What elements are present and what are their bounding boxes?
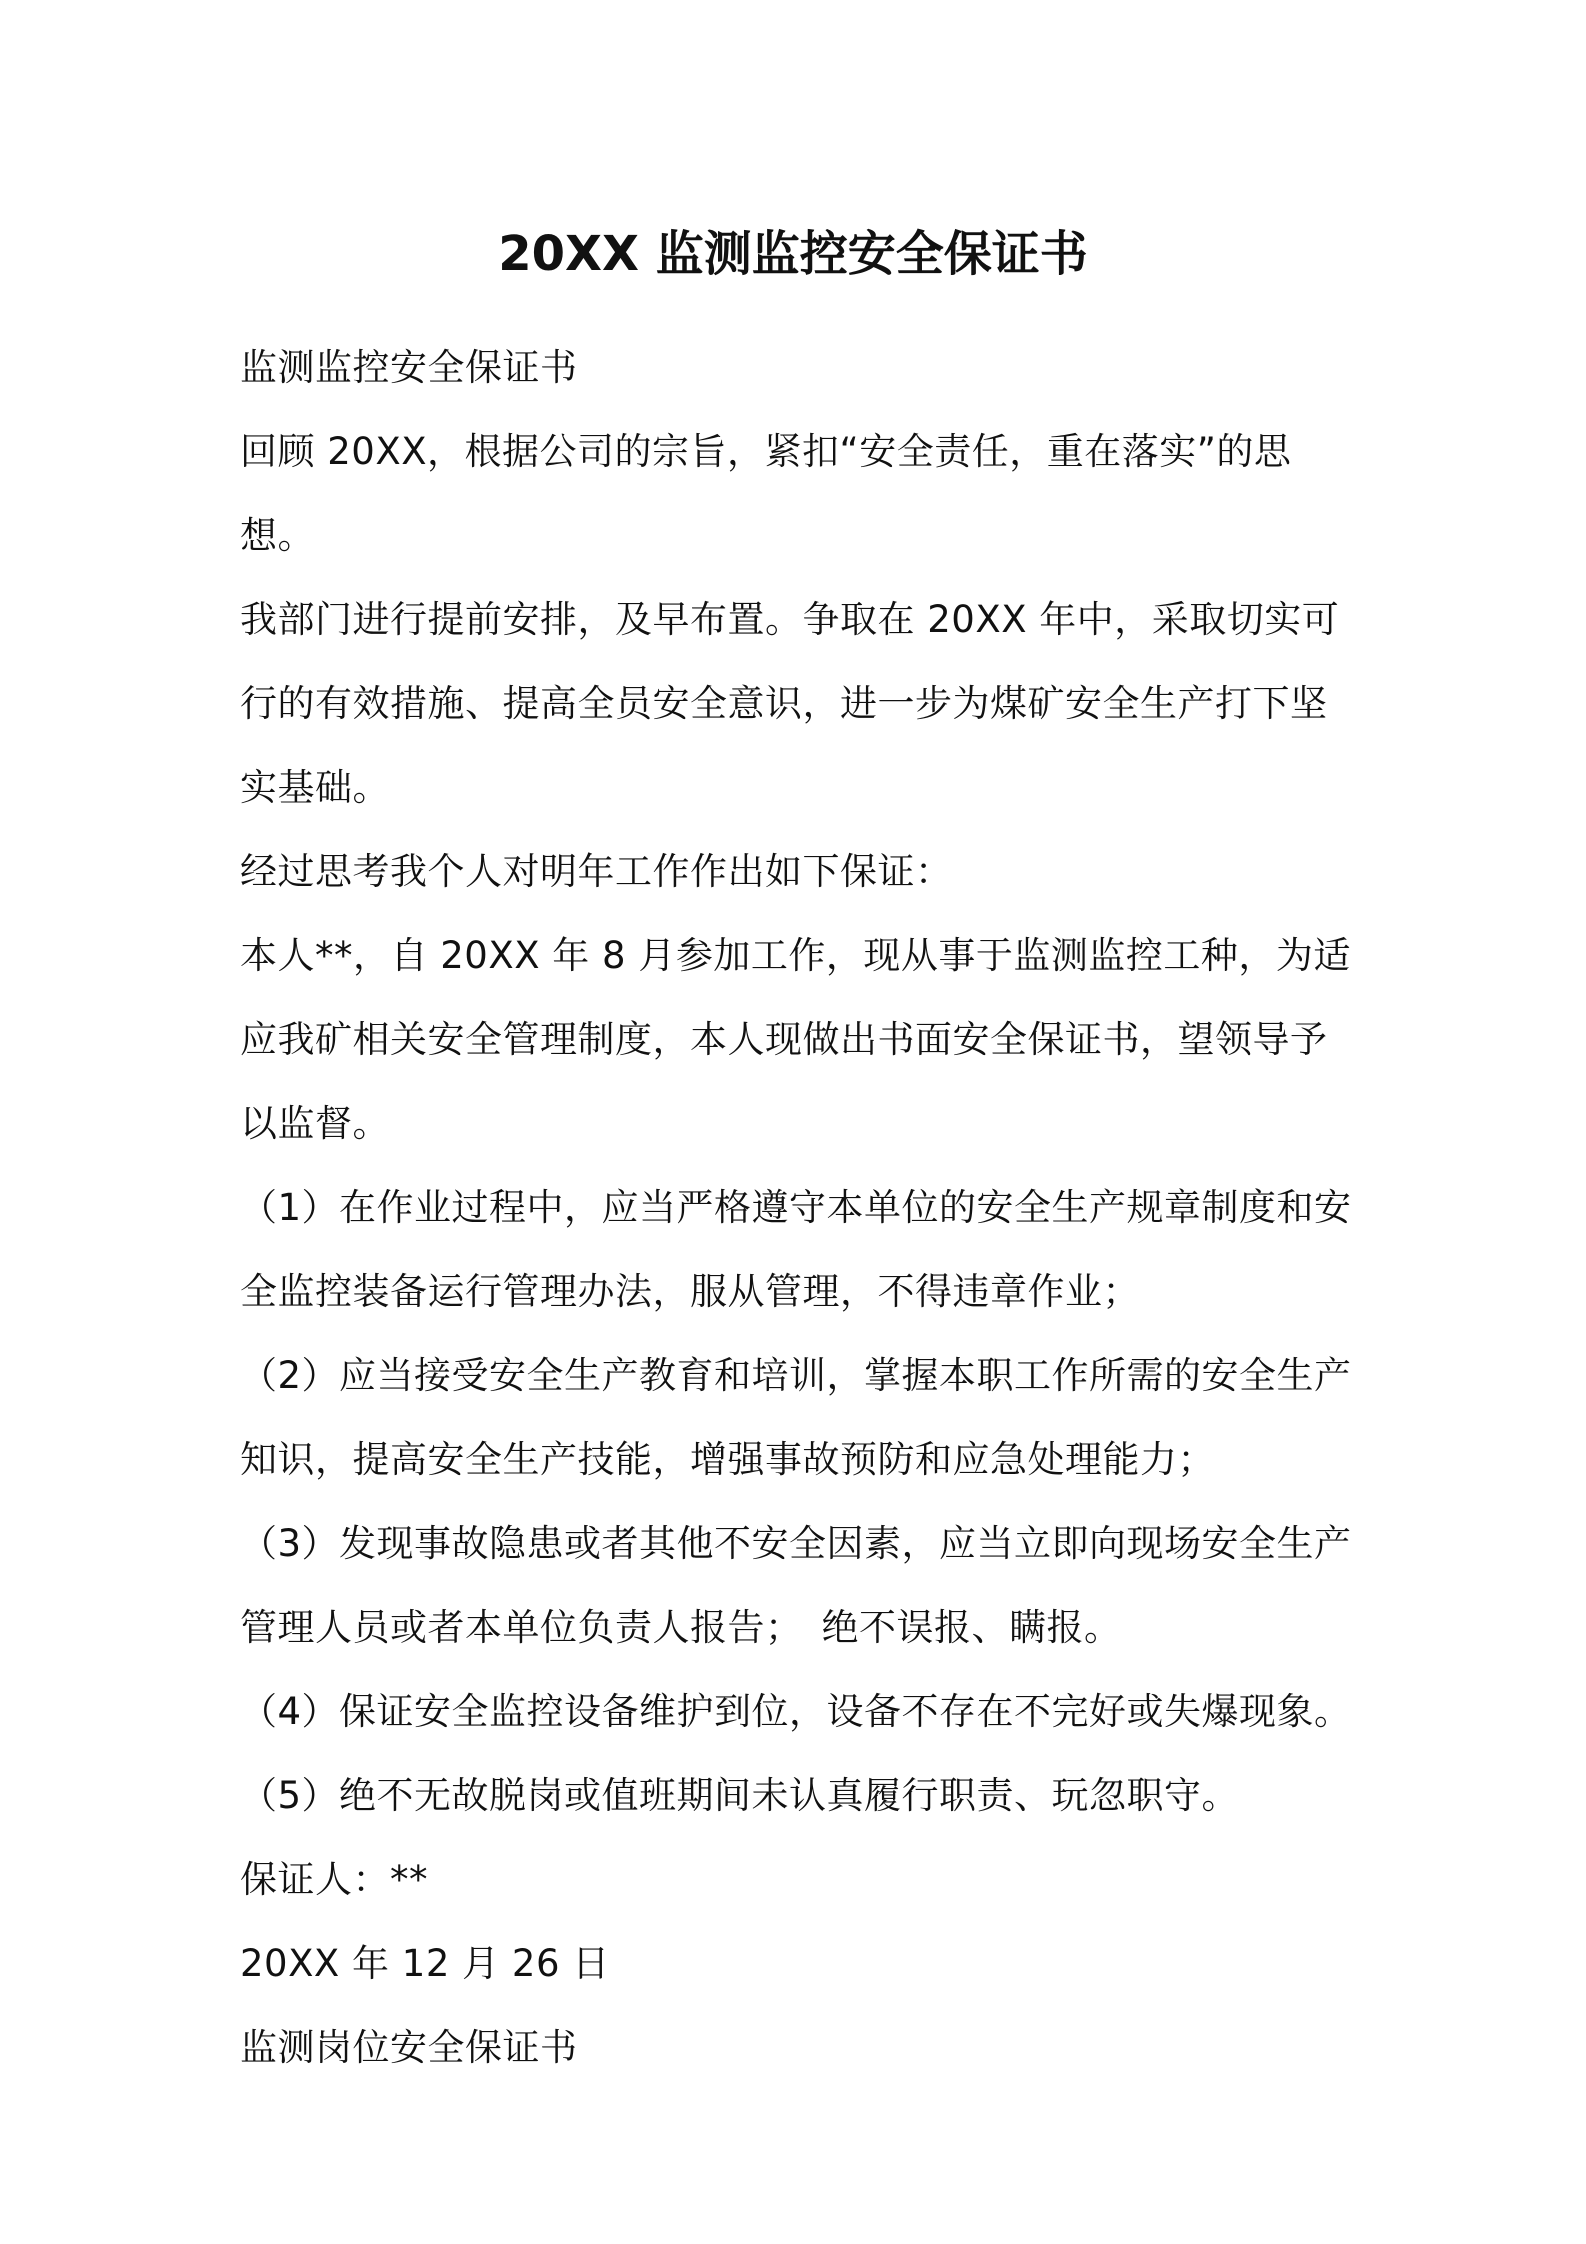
review-paragraph: 回顾 20XX，根据公司的宗旨，紧扣“安全责任，重在落实”的思想。 [240,430,1292,557]
document-title: 20XX 监测监控安全保证书 [498,226,1088,282]
date-line: 20XX 年 12 月 26 日 [240,1942,610,1985]
next-section-heading: 监测岗位安全保证书 [240,2026,578,2069]
pledge-item-5: （5）绝不无故脱岗或值班期间未认真履行职责、玩忽职守。 [240,1774,1240,1817]
intro-paragraph: 经过思考我个人对明年工作作出如下保证： [240,850,953,893]
pledge-item-4: （4）保证安全监控设备维护到位，设备不存在不完好或失爆现象。 [240,1690,1352,1733]
guarantor-line: 保证人：** [240,1858,428,1901]
pledge-item-1: （1）在作业过程中，应当严格遵守本单位的安全生产规章制度和安全监控装备运行管理办法，服从管理，不得违章作业； [240,1186,1352,1313]
pledge-item-2: （2）应当接受安全生产教育和培训，掌握本职工作所需的安全生产知识，提高安全生产技能，增强事故预防和应急处理能力； [240,1354,1352,1481]
document-body [240,326,1364,2090]
subtitle-paragraph: 监测监控安全保证书 [240,346,578,389]
arrangement-paragraph: 我部门进行提前安排，及早布置。争取在 20XX 年中，采取切实可行的有效措施、提高全员安全意识，进一步为煤矿安全生产打下坚实基础。 [240,598,1340,809]
personal-statement-paragraph: 本人**，自 20XX 年 8 月参加工作，现从事于监测监控工种，为适应我矿相关安全管理制度，本人现做出书面安全保证书，望领导予以监督。 [240,934,1351,1145]
pledge-item-3: （3）发现事故隐患或者其他不安全因素，应当立即向现场安全生产管理人员或者本单位负责人报告； 绝不误报、瞒报。 [240,1522,1352,1649]
